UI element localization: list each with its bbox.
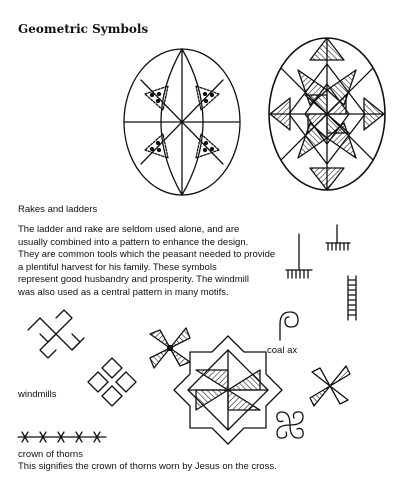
star-rosette [174,336,282,444]
crown-of-thorns-label: crown of thorns [18,449,83,460]
paragraph-line: a plentiful harvest for his family. These symbols [18,261,217,273]
pinwheel-windmill [150,328,190,368]
ladder [348,276,356,320]
crown-caption: This signifies the crown of thorns worn by Jesus on the cross. [18,461,277,472]
windmill-meander [28,310,84,358]
section-heading: Rakes and ladders [18,204,98,215]
right-pinwheel [310,366,350,406]
rake-tall [286,234,312,278]
coal-ax-label: coal ax [267,345,298,356]
windmill-squares [88,358,136,406]
paragraph-line: They are common tools which the peasant needed to provide [18,249,276,260]
paragraph-line: The ladder and rake are seldom used alone, and are [18,224,240,235]
paragraph-line: was also used as a central pattern in many motifs. [18,286,229,298]
page-title: Geometric Symbols [18,22,149,36]
quad-spiral [277,412,303,438]
coal-ax-spiral [280,312,298,340]
egg-rake-ladder-motif [124,49,240,195]
windmills-label: windmills [18,389,57,400]
paragraph-line: represent good husbandry and prosperity. The windmill [18,274,249,285]
rake-small [326,225,350,250]
paragraph-line: usually combined into a pattern to enhance the design. [18,236,249,248]
crown-of-thorns-motif [18,432,106,442]
egg-windmill-motif [265,38,389,190]
